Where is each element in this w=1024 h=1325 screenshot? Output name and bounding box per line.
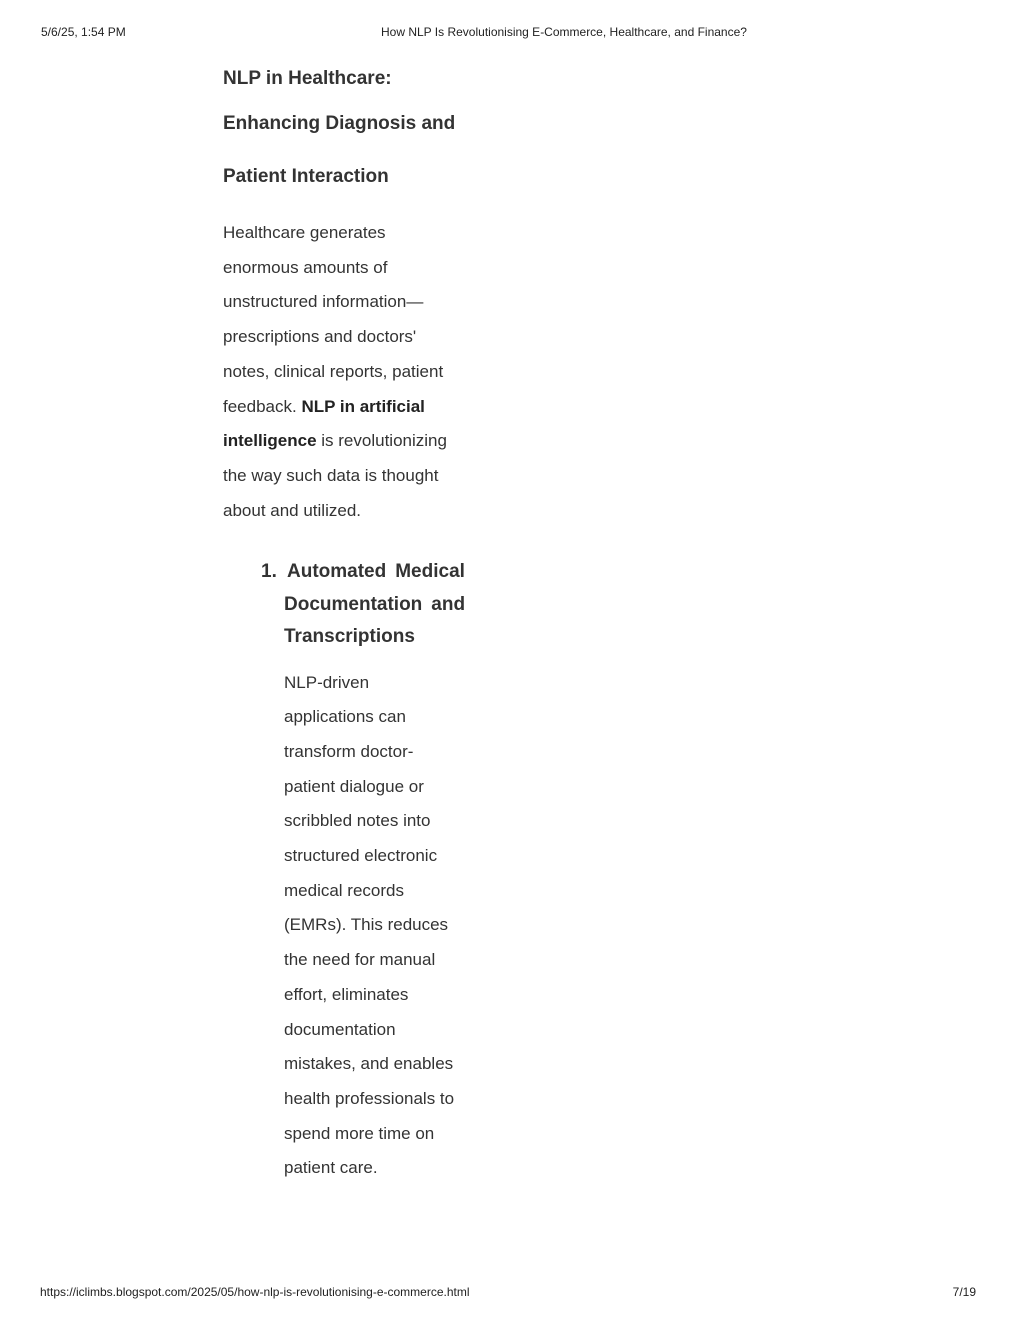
intro-line: Healthcare generates bbox=[223, 223, 386, 242]
body-line: mistakes, and enables bbox=[284, 1054, 454, 1074]
heading-line: Patient Interaction bbox=[223, 166, 389, 187]
list-heading-word: Medical bbox=[395, 561, 465, 582]
list-heading-line: Transcriptions bbox=[284, 626, 415, 647]
page-number: 7/19 bbox=[952, 1285, 976, 1299]
body-line: transform doctor- bbox=[284, 741, 414, 761]
body-line: spend more time on bbox=[284, 1123, 435, 1143]
print-footer bbox=[0, 1285, 1024, 1301]
body-line: NLP-driven bbox=[284, 672, 370, 692]
article-content bbox=[223, 60, 473, 1178]
intro-line: feedback. bbox=[223, 396, 297, 416]
intro-line: enormous amounts of bbox=[223, 257, 388, 277]
body-line: patient care. bbox=[284, 1158, 378, 1178]
body-line: applications can bbox=[284, 707, 406, 727]
body-line: (EMRs). This reduces bbox=[284, 915, 449, 935]
intro-bold-term: NLP in artificial bbox=[301, 396, 425, 416]
list-heading-line bbox=[284, 589, 483, 622]
intro-line: unstructured information— bbox=[223, 292, 424, 312]
print-date: 5/6/25, 1:54 PM bbox=[41, 25, 126, 39]
print-header bbox=[0, 25, 1024, 41]
intro-line: the way such data is thought bbox=[223, 465, 439, 485]
body-line: medical records bbox=[284, 880, 404, 900]
body-line: patient dialogue or bbox=[284, 776, 424, 796]
intro-line: about and utilized. bbox=[223, 500, 361, 520]
heading-line: NLP in Healthcare: bbox=[223, 68, 392, 89]
list-heading-word: and bbox=[431, 593, 466, 615]
body-line: structured electronic bbox=[284, 846, 438, 866]
intro-line: is revolutionizing bbox=[321, 431, 447, 451]
list-heading-word: Documentation bbox=[284, 593, 423, 615]
print-url: https://iclimbs.blogspot.com/2025/05/how-nlp-is-revolutionising-e-commerce.html bbox=[40, 1285, 470, 1299]
body-line: the need for manual bbox=[284, 950, 436, 970]
heading-line: Enhancing Diagnosis and bbox=[223, 113, 456, 134]
body-line: documentation bbox=[284, 1019, 396, 1039]
intro-paragraph bbox=[223, 216, 468, 528]
list-item bbox=[223, 556, 483, 1186]
list-heading-word: Automated bbox=[287, 561, 387, 582]
intro-line: prescriptions and doctors' bbox=[223, 327, 417, 347]
body-line: health professionals to bbox=[284, 1088, 455, 1108]
list-heading-line bbox=[287, 556, 483, 589]
list-item-number: 1. bbox=[261, 561, 277, 582]
numbered-list bbox=[223, 556, 483, 1186]
list-item-body bbox=[284, 666, 483, 1187]
body-line: scribbled notes into bbox=[284, 811, 431, 831]
intro-line: notes, clinical reports, patient bbox=[223, 361, 444, 381]
list-item-heading bbox=[223, 556, 483, 654]
section-heading bbox=[223, 60, 473, 204]
print-doc-title: How NLP Is Revolutionising E-Commerce, Healthcare, and Finance? bbox=[381, 25, 747, 39]
intro-bold-term: intelligence bbox=[223, 431, 317, 451]
body-line: effort, eliminates bbox=[284, 984, 409, 1004]
